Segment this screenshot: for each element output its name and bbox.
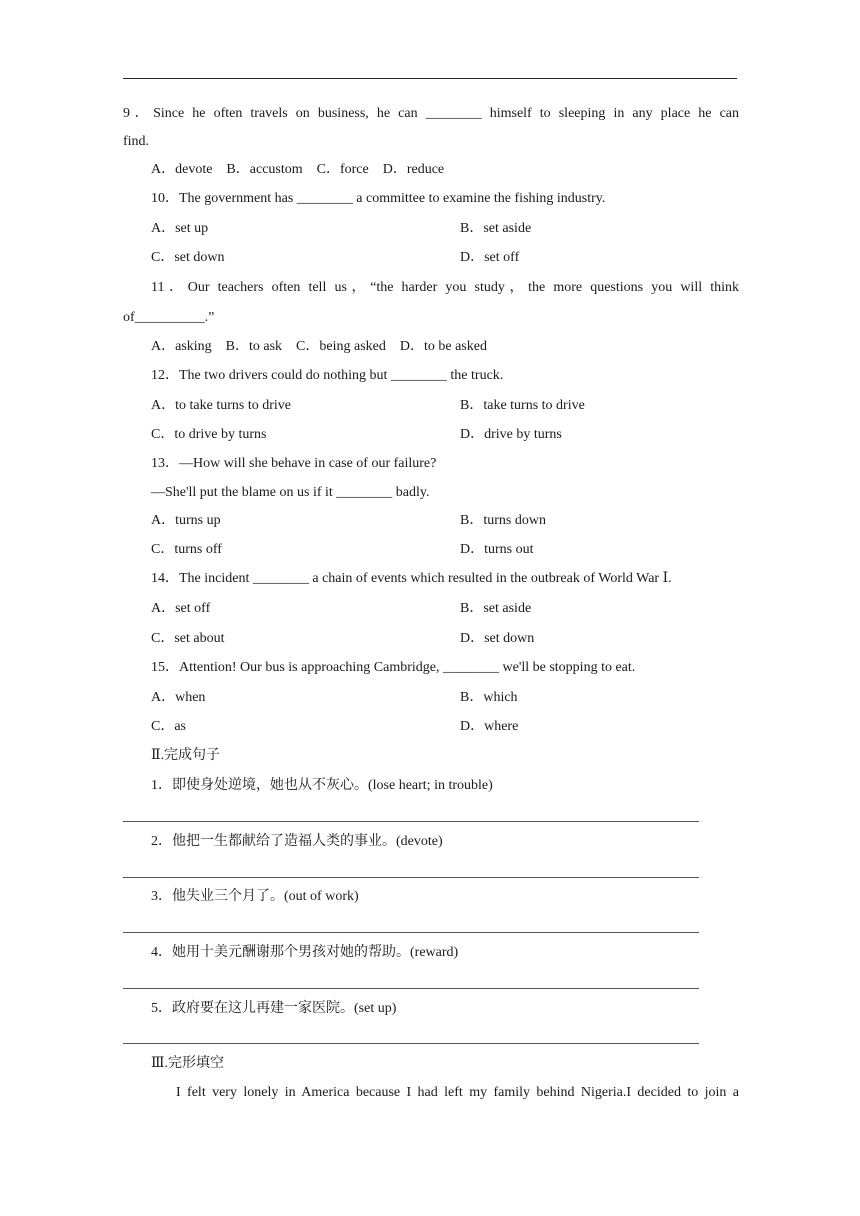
question-11-options: A．asking B．to ask C．being asked D．to be asked (151, 339, 487, 354)
translation-item-2: 2．他把一生都献给了造福人类的事业。(devote) (151, 834, 443, 849)
question-10-option-c: C．set down (151, 250, 225, 265)
passage-line-1: I felt very lonely in America because I had left my family behind Nigeria.I decided to join a (176, 1085, 739, 1100)
translation-item-1: 1．即使身处逆境，她也从不灰心。(lose heart; in trouble) (151, 778, 493, 793)
question-13-option-d: D．turns out (460, 542, 534, 557)
question-9-line-1: 9．Since he often travels on business, he can ________ himself to sleeping in any place he can (123, 106, 739, 121)
question-14-option-d: D．set down (460, 631, 535, 646)
answer-line-2[interactable] (123, 877, 699, 878)
answer-line-5[interactable] (123, 1043, 699, 1044)
answer-line-3[interactable] (123, 932, 699, 933)
question-14-option-a: A．set off (151, 601, 211, 616)
answer-line-4[interactable] (123, 988, 699, 989)
question-10-option-d: D．set off (460, 250, 520, 265)
translation-item-3: 3．他失业三个月了。(out of work) (151, 889, 359, 904)
question-9-options: A．devote B．accustom C．force D．reduce (151, 162, 445, 177)
question-13-option-a: A．turns up (151, 513, 221, 528)
question-13-line-1: 13．—How will she behave in case of our failure? (151, 456, 437, 471)
section-2-heading: Ⅱ.完成句子 (151, 748, 221, 763)
question-10-option-a: A．set up (151, 221, 209, 236)
question-13-option-c: C．turns off (151, 542, 222, 557)
question-15-option-c: C．as (151, 719, 186, 734)
question-14-option-b: B．set aside (460, 601, 532, 616)
question-15-option-a: A．when (151, 690, 206, 705)
question-9-line-2: find. (123, 134, 150, 149)
question-12-stem: 12．The two drivers could do nothing but ________ the truck. (151, 368, 504, 383)
question-10-stem: 10．The government has ________ a committee to examine the fishing industry. (151, 191, 606, 206)
question-13-option-b: B．turns down (460, 513, 546, 528)
section-3-heading: Ⅲ.完形填空 (151, 1056, 225, 1071)
question-10-option-b: B．set aside (460, 221, 532, 236)
question-12-option-b: B．take turns to drive (460, 398, 585, 413)
question-12-option-d: D．drive by turns (460, 427, 562, 442)
header-rule (123, 78, 737, 79)
translation-item-5: 5．政府要在这儿再建一家医院。(set up) (151, 1001, 397, 1016)
question-12-option-a: A．to take turns to drive (151, 398, 291, 413)
question-11-line-2: of__________.” (123, 310, 215, 325)
question-14-stem: 14．The incident ________ a chain of events which resulted in the outbreak of World War Ⅰ. (151, 571, 672, 586)
question-14-option-c: C．set about (151, 631, 225, 646)
question-15-stem: 15．Attention! Our bus is approaching Cambridge, ________ we'll be stopping to eat. (151, 660, 636, 675)
translation-item-4: 4．她用十美元酬谢那个男孩对她的帮助。(reward) (151, 945, 459, 960)
question-13-line-2: —She'll put the blame on us if it ________ badly. (151, 485, 430, 500)
answer-line-1[interactable] (123, 821, 699, 822)
question-12-option-c: C．to drive by turns (151, 427, 267, 442)
question-11-line-1: 11．Our teachers often tell us，“the harder you study，the more questions you will think (151, 280, 739, 295)
question-15-option-d: D．where (460, 719, 519, 734)
question-15-option-b: B．which (460, 690, 518, 705)
